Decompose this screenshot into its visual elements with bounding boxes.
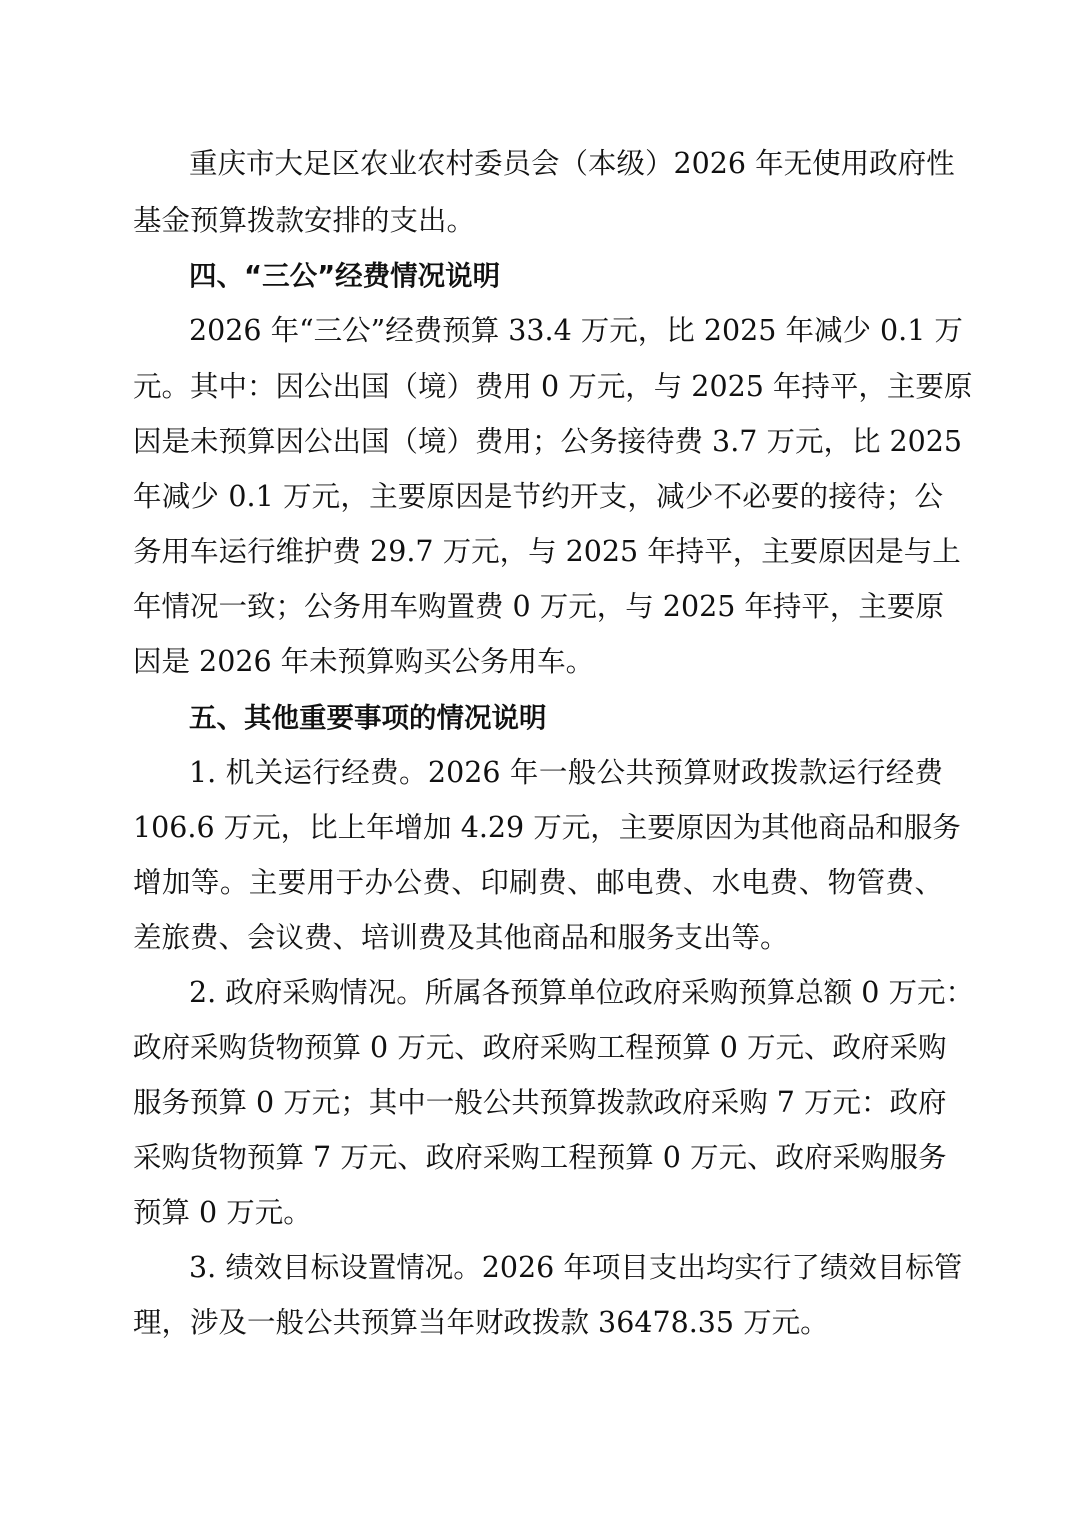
paragraph-line: 政府采购货物预算 0 万元、政府采购工程预算 0 万元、政府采购: [133, 1031, 947, 1064]
paragraph-line: 因是 2026 年未预算购买公务用车。: [133, 645, 595, 678]
paragraph-line: 采购货物预算 7 万元、政府采购工程预算 0 万元、政府采购服务: [133, 1141, 947, 1174]
paragraph-line: 2. 政府采购情况。所属各预算单位政府采购预算总额 0 万元：: [189, 976, 975, 1009]
paragraph-line: 基金预算拨款安排的支出。: [133, 204, 476, 237]
paragraph-line: 1. 机关运行经费。2026 年一般公共预算财政拨款运行经费: [189, 756, 943, 789]
paragraph-line: 理，涉及一般公共预算当年财政拨款 36478.35 万元。: [133, 1306, 829, 1339]
paragraph-line: 年减少 0.1 万元，主要原因是节约开支，减少不必要的接待；公: [133, 480, 943, 513]
paragraph-line: 差旅费、会议费、培训费及其他商品和服务支出等。: [133, 921, 789, 954]
paragraph-line: 服务预算 0 万元；其中一般公共预算拨款政府采购 7 万元：政府: [133, 1086, 947, 1119]
paragraph-line: 增加等。主要用于办公费、印刷费、邮电费、水电费、物管费、: [133, 866, 943, 899]
section-heading-five: 五、其他重要事项的情况说明: [189, 702, 547, 734]
paragraph-line: 务用车运行维护费 29.7 万元，与 2025 年持平，主要原因是与上: [133, 535, 961, 568]
paragraph-line: 年情况一致；公务用车购置费 0 万元，与 2025 年持平，主要原: [133, 590, 944, 623]
paragraph-line: 元。其中：因公出国（境）费用 0 万元，与 2025 年持平，主要原: [133, 370, 973, 403]
paragraph-line: 因是未预算因公出国（境）费用；公务接待费 3.7 万元，比 2025: [133, 425, 963, 458]
section-heading-four: 四、“三公”经费情况说明: [189, 260, 501, 292]
paragraph-line: 2026 年“三公”经费预算 33.4 万元，比 2025 年减少 0.1 万: [189, 314, 963, 347]
paragraph-line: 3. 绩效目标设置情况。2026 年项目支出均实行了绩效目标管: [189, 1251, 963, 1284]
paragraph-line: 106.6 万元，比上年增加 4.29 万元，主要原因为其他商品和服务: [133, 811, 961, 844]
paragraph-line: 重庆市大足区农业农村委员会（本级）2026 年无使用政府性: [189, 147, 955, 180]
paragraph-line: 预算 0 万元。: [133, 1196, 312, 1229]
